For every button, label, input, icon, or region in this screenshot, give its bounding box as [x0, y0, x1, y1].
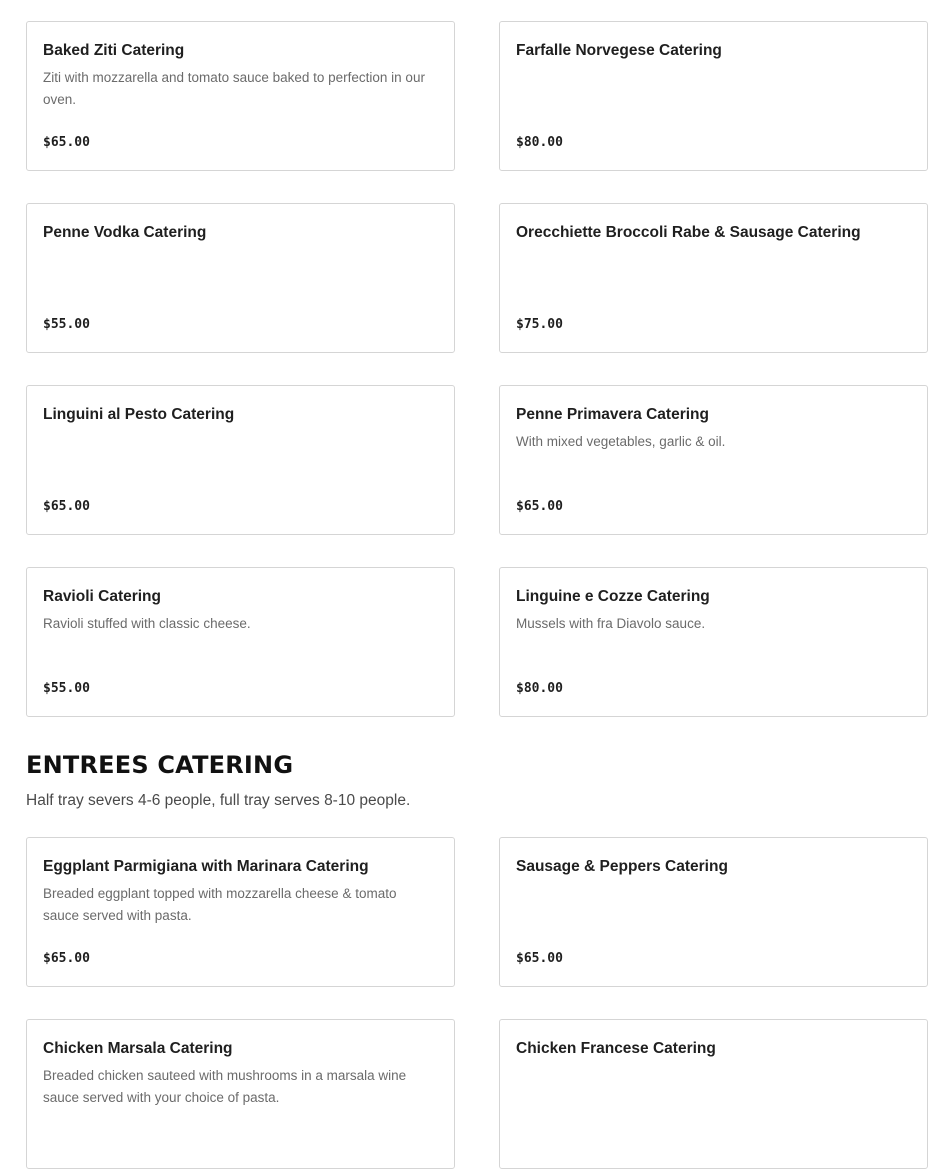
menu-item-card[interactable] [499, 567, 928, 717]
menu-item-card[interactable] [499, 21, 928, 171]
menu-item-price: $80.00 [516, 135, 563, 150]
menu-item-card[interactable] [26, 385, 455, 535]
menu-item-name: Linguine e Cozze Catering [516, 588, 710, 605]
menu-item-price: $65.00 [43, 499, 90, 514]
menu-item-price: $65.00 [516, 951, 563, 966]
menu-item-name: Penne Primavera Catering [516, 406, 709, 423]
menu-item-price: $75.00 [516, 317, 563, 332]
menu-item-card[interactable] [499, 203, 928, 353]
menu-item-card[interactable] [26, 837, 455, 987]
menu-item-description: Breaded eggplant topped with mozzarella cheese & tomato sauce served with pasta. [43, 886, 397, 923]
menu-item-price: $55.00 [43, 317, 90, 332]
menu-item-name: Sausage & Peppers Catering [516, 858, 728, 875]
menu-item-card[interactable] [26, 567, 455, 717]
menu-item-name: Linguini al Pesto Catering [43, 406, 235, 423]
menu-item-description: Breaded chicken sauteed with mushrooms in a marsala wine sauce served with your choice of pasta. [43, 1068, 407, 1105]
menu-item-card[interactable] [499, 837, 928, 987]
menu-item-card[interactable] [26, 1019, 455, 1169]
menu-item-name: Farfalle Norvegese Catering [516, 42, 722, 59]
menu-item-name: Chicken Francese Catering [516, 1040, 716, 1057]
menu-item-price: $65.00 [516, 499, 563, 514]
menu-item-name: Penne Vodka Catering [43, 224, 207, 241]
menu-item-description: Ziti with mozzarella and tomato sauce baked to perfection in our oven. [43, 70, 425, 107]
menu-item-description: Mussels with fra Diavolo sauce. [516, 616, 706, 631]
section-title: ENTREES CATERING [26, 751, 294, 779]
menu-item-name: Chicken Marsala Catering [43, 1040, 233, 1057]
entree-items-grid [26, 837, 928, 1169]
section-subtitle: Half tray severs 4-6 people, full tray serves 8-10 people. [26, 792, 411, 809]
menu-item-name: Eggplant Parmigiana with Marinara Catering [43, 858, 369, 875]
menu-item-description: Ravioli stuffed with classic cheese. [43, 616, 251, 631]
menu-item-description: With mixed vegetables, garlic & oil. [516, 434, 726, 449]
menu-item-card[interactable] [499, 385, 928, 535]
menu-item-price: $55.00 [43, 681, 90, 696]
menu-item-price: $65.00 [43, 135, 90, 150]
pasta-items-grid [26, 21, 928, 717]
menu-item-card[interactable] [26, 203, 455, 353]
menu-item-price: $80.00 [516, 681, 563, 696]
menu-item-price: $65.00 [43, 951, 90, 966]
menu-item-card[interactable] [499, 1019, 928, 1169]
menu-item-name: Baked Ziti Catering [43, 42, 185, 59]
menu-item-name: Orecchiette Broccoli Rabe & Sausage Catering [516, 224, 861, 241]
menu-item-name: Ravioli Catering [43, 588, 161, 605]
menu-item-card[interactable] [26, 21, 455, 171]
